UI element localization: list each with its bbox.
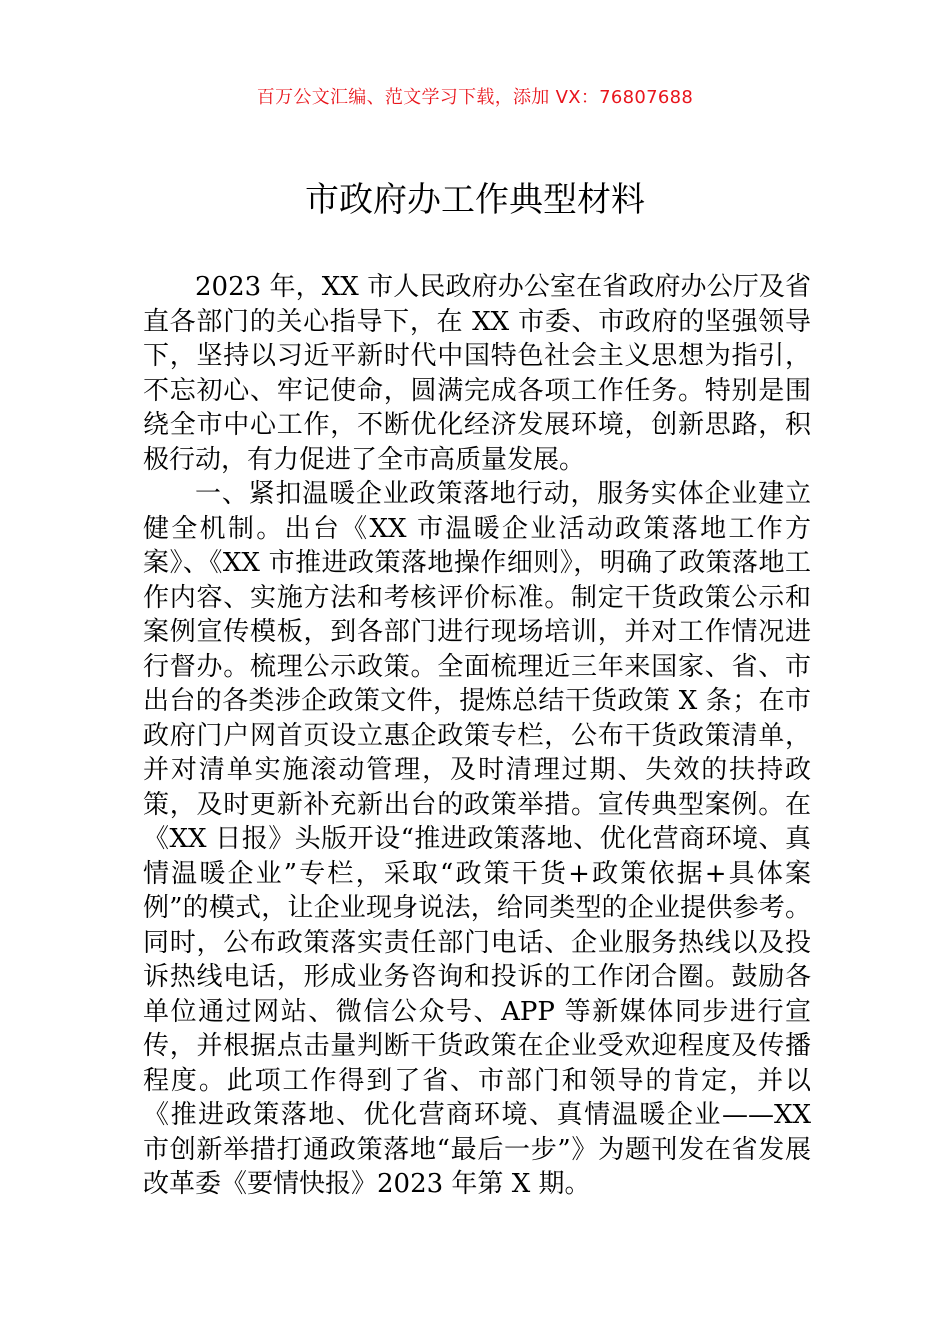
document-body xyxy=(143,270,811,1202)
paragraph-section-one: 一、紧扣温暖企业政策落地行动，服务实体企业建立健全机制。出台《XX 市温暖企业活动政策落地工作方案》、《XX 市推进政策落地操作细则》，明确了政策落地工作内容、实施方法和考核评价标准。制定干货政策公示和案例宣传模板，到各部门进行现场培训，并对工作情况进行督办。梳理公示政策。全面梳理近三年来国家、省、市出台的各类涉企政策文件，提炼总结干货政策 X 条；在市政府门户网首页设立惠企政策专栏，公布干货政策清单，并对清单实施滚动管理，及时清理过期、失效的扶持政策，及时更新补充新出台的政策举措。宣传典型案例。在《XX 日报》头版开设“推进政策落地、优化营商环境、真情温暖企业”专栏，采取“政策干货+政策依据+具体案例”的模式，让企业现身说法，给同类型的企业提供参考。同时，公布政策落实责任部门电话、企业服务热线以及投诉热线电话，形成业务咨询和投诉的工作闭合圈。鼓励各单位通过网站、微信公众号、APP 等新媒体同步进行宣传，并根据点击量判断干货政策在企业受欢迎程度及传播程度。此项工作得到了省、市部门和领导的肯定，并以《推进政策落地、优化营商环境、真情温暖企业——XX 市创新举措打通政策落地“最后一步”》为题刊发在省发展改革委《要情快报》2023 年第 X 期。 xyxy=(143,479,811,1199)
download-notice: 百万公文汇编、范文学习下载，添加 VX：76807688 xyxy=(256,87,694,108)
document-title: 市政府办工作典型材料 xyxy=(305,180,645,220)
paragraph-intro: 2023 年，XX 市人民政府办公室在省政府办公厅及省直各部门的关心指导下，在 XX 市委、市政府的坚强领导下，坚持以习近平新时代中国特色社会主义思想为指引，不忘初心、牢记使命，圆满完成各项工作任务。特别是围绕全市中心工作，不断优化经济发展环境，创新思路，积极行动，有力促进了全市高质量发展。 xyxy=(143,272,811,475)
